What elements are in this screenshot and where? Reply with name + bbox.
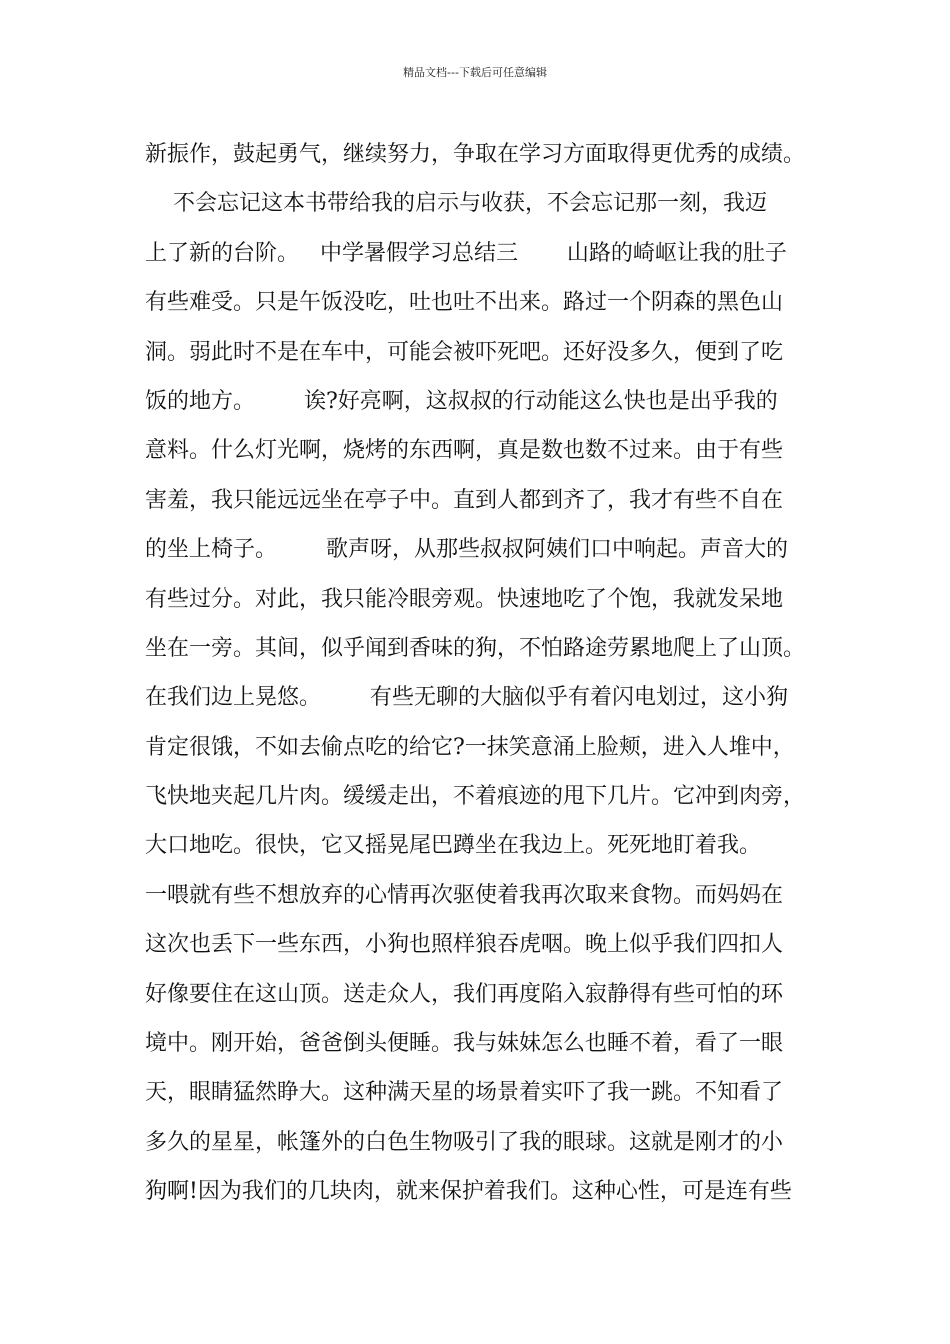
text-line: 在我们边上晃悠。 有些无聊的大脑似乎有着闪电划过，这小狗	[145, 685, 788, 711]
text-line: 有些难受。只是午饭没吃，吐也吐不出来。路过一个阴森的黑色山	[145, 290, 784, 316]
page-header: 精品文档---下载后可任意编辑	[403, 66, 547, 79]
text-line: 好像要住在这山顶。送走众人，我们再度陷入寂静得有些可怕的环	[145, 981, 784, 1007]
text-line: 害羞，我只能远远坐在亭子中。直到人都到齐了，我才有些不自在	[145, 487, 784, 513]
text-line: 大口地吃。很快，它又摇晃尾巴蹲坐在我边上。死死地盯着我。	[145, 833, 762, 859]
document-body	[145, 130, 825, 1217]
text-line: 这次也丢下一些东西，小狗也照样狼吞虎咽。晚上似乎我们四扣人	[145, 932, 784, 958]
text-line: 狗啊!因为我们的几块肉，就来保护着我们。这种心性，可是连有些	[145, 1179, 792, 1205]
text-line: 飞快地夹起几片肉。缓缓走出，不着痕迹的甩下几片。它冲到肉旁，	[145, 784, 806, 810]
text-line: 天，眼睛猛然睁大。这种满天星的场景着实吓了我一跳。不知看了	[145, 1080, 784, 1106]
text-line: 肯定很饿，不如去偷点吃的给它?一抹笑意涌上脸颊，进入人堆中，	[145, 734, 795, 760]
text-line: 有些过分。对此，我只能冷眼旁观。快速地吃了个饱，我就发呆地	[145, 586, 784, 612]
text-line: 洞。弱此时不是在车中，可能会被吓死吧。还好没多久，便到了吃	[145, 339, 784, 365]
text-line: 上了新的台阶。 中学暑假学习总结三 山路的崎岖让我的肚子	[145, 240, 787, 266]
text-line: 坐在一旁。其间，似乎闻到香味的狗，不怕路途劳累地爬上了山顶。	[145, 635, 806, 661]
text-line: 一喂就有些不想放弃的心情再次驱使着我再次取来食物。而妈妈在	[145, 882, 784, 908]
text-line: 新振作，鼓起勇气，继续努力，争取在学习方面取得更优秀的成绩。	[145, 142, 806, 167]
text-line: 意料。什么灯光啊，烧烤的东西啊，真是数也数不过来。由于有些	[145, 438, 784, 464]
text-line: 境中。刚开始，爸爸倒头便睡。我与妹妹怎么也睡不着，看了一眼	[145, 1031, 784, 1057]
text-line: 不会忘记这本书带给我的启示与收获，不会忘记那一刻，我迈	[145, 191, 767, 217]
text-line: 饭的地方。 诶?好亮啊，这叔叔的行动能这么快也是出乎我的	[145, 388, 778, 414]
text-line: 的坐上椅子。 歌声呀，从那些叔叔阿姨们口中响起。声音大的	[145, 537, 788, 563]
text-line: 多久的星星，帐篷外的白色生物吸引了我的眼球。这就是刚才的小	[145, 1129, 784, 1155]
